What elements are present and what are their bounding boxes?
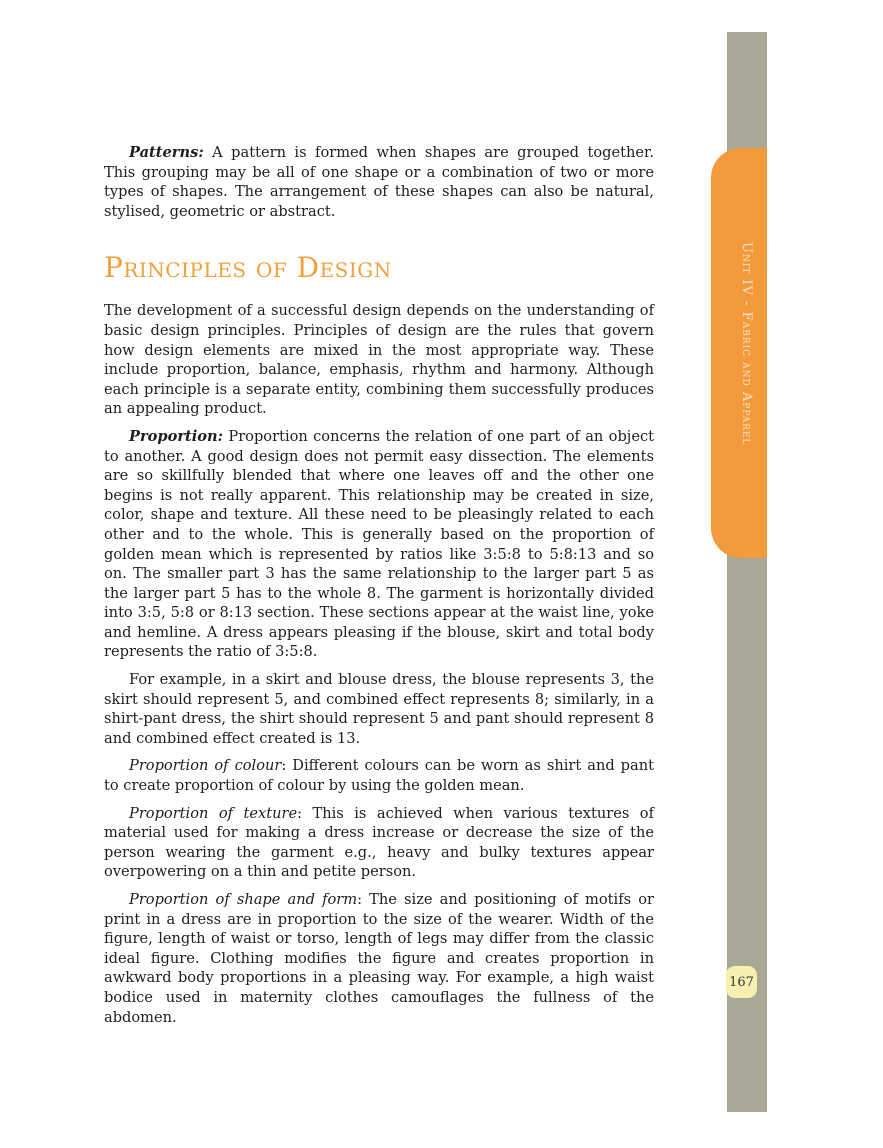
patterns-term: Patterns:	[129, 144, 204, 161]
texture-text: : This is achieved when various textures of material used for making a dress increase or decrease the size of the person wearing the garment e.g., heavy and bulky textures appear overpowering on a thin and petite person.	[104, 804, 654, 881]
proportion-paragraph	[104, 427, 654, 662]
patterns-text: A pattern is formed when shapes are grouped together. This grouping may be all of one shape or a combination of two or more types of shapes. The arrangement of these shapes can also be natural, stylised, geometric or abstract.	[104, 144, 654, 220]
colour-term: Proportion of colour	[129, 757, 282, 775]
proportion-text: Proportion concerns the relation of one part of an object to another. A good design does not permit easy dissection. The elements are so skillfully blended that where one leaves off and the other one begins is not really apparent. This relationship may be created in size, color, shape and texture. All these need to be pleasingly related to each other and to the whole. This is generally based on the proportion of golden mean which is represented by ratios like 3:5:8 to 5:8:13 and so on. The smaller part 3 has the same relationship to the larger part 5 as the larger part 5 has to the whole 8. The garment is horizontally divided into 3:5, 5:8 or 8:13 section. These sections appear at the waist line, yoke and hemline. A dress appears pleasing if the blouse, skirt and total body represents the ratio of 3:5:8.	[104, 427, 654, 661]
shape-term: Proportion of shape and form	[129, 891, 358, 908]
colour-paragraph	[104, 756, 654, 795]
page-number: 167	[726, 966, 757, 998]
intro-paragraph: The development of a successful design depends on the understanding of basic design principles. Principles of design are the rules that govern how design elements are mixed in the most appropriate way. These include proportion, balance, emphasis, rhythm and harmony. Although each principle is a separate entity, combining them successfully produces an appealing product.	[104, 302, 654, 418]
page-content	[104, 143, 654, 1035]
texture-paragraph	[104, 804, 654, 882]
shape-text: : The size and positioning of motifs or print in a dress are in proportion to the size of the wearer. Width of the figure, length of waist or torso, length of legs may differ from the classic ideal figure. Clothing modifies the figure and creates proportion in awkward body proportions in a pleasing way. For example, a high waist bodice used in maternity clothes camouflages the fullness of the abdomen.	[104, 891, 654, 1026]
patterns-paragraph	[104, 143, 654, 221]
proportion-term: Proportion:	[129, 427, 224, 445]
section-heading: Principles of Design	[104, 251, 392, 285]
colour-text: : Different colours can be worn as shirt and pant to create proportion of colour by using the golden mean.	[104, 757, 654, 795]
texture-term: Proportion of texture	[129, 804, 298, 822]
shape-paragraph	[104, 890, 654, 1027]
unit-label: Unit IV - Fabric and Apparel	[739, 242, 754, 446]
example-paragraph: For example, in a skirt and blouse dress, the blouse represents 3, the skirt should represent 5, and combined effect represents 8; similarly, in a shirt-pant dress, the shirt should represent 5 and pant should represent 8 and combined effect created is 13.	[104, 671, 654, 747]
